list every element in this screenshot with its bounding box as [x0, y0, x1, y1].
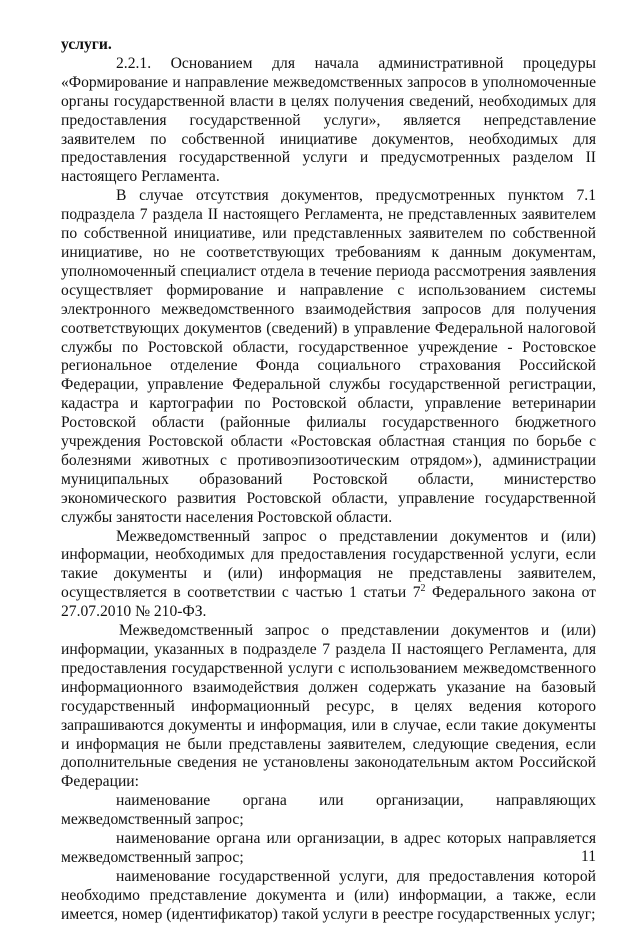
list-item: наименование органа или организации, направляющих межведомственный запрос; [61, 792, 596, 829]
article-superscript: 2 [420, 583, 426, 595]
paragraph-absence-of-documents: В случае отсутствия документов, предусмотренных пунктом 7.1 подраздела 7 раздела II настоящего Регламента, не представленных заявителем по собственной инициативе, или представленных заявителем по собственной инициативе, но не соответствующих требованиям к данным документам, уполномоченный специалист отдела в течение периода рассмотрения заявления осуществляет формирование и направление с использованием системы электронного межведомственного взаимодействия запросов для получения соответствующих документов (сведений) в управление Федеральной налоговой службы по Ростовской области, государственное учреждение - Ростовское региональное отделение Фонда социального страхования Российской Федерации, управление Федеральной службы государственной регистрации, кадастра и картографии по Ростовской области, управление ветеринарии Ростовской области (районные филиалы государственного бюджетного учреждения Ростовской области «Ростовская областная станция по борьбе с болезнями животных с противоэпизоотическим отрядом»), администрации муниципальных образований Ростовской области, министерство экономического развития Ростовской области, управление государственной службы занятости населения Ростовской области. [61, 187, 596, 526]
paragraph-3-tail: Федерального закона от 27.07.2010 № 210-ФЗ. [61, 584, 597, 621]
paragraph-interagency-request-basis [61, 528, 596, 623]
paragraph-interagency-request-content: Межведомственный запрос о представлении документов и (или) информации, указанных в подразделе 7 раздела II настоящего Регламента, для предоставления государственной услуги с использованием межведомственного информационного взаимодействия должен содержать указание на базовый государственный информационный ресурс, в целях ведения которого запрашиваются документы и информация, или в случае, если такие документы и информация не были представлены заявителем, следующие сведения, если дополнительные сведения не установлены законодательным актом Российской Федерации: [61, 622, 596, 791]
paragraph-3-text: Межведомственный запрос о представлении документов и (или) информации, необходимых для предоставления государственной услуги, если такие документы и (или) информация не представлены заявителем, осуществляется в соответствии с частью 1 статьи 7 [61, 527, 596, 602]
document-page [61, 36, 596, 925]
page-number: 11 [580, 848, 596, 865]
list-item: наименование органа или организации, в адрес которых направляется межведомственный запрос; [61, 830, 596, 866]
paragraph-2-2-1: 2.2.1. Основанием для начала административной процедуры «Формирование и направление межведомственных запросов в уполномоченные органы государственной власти в целях получения сведений, необходимых для предоставления государственной услуги», является непредставление заявителем по собственной инициативе документов, необходимых для предоставления государственной услуги и предусмотренных разделом II настоящего Регламента. [61, 54, 596, 186]
list-item: наименование государственной услуги, для предоставления которой необходимо представление документа и (или) информации, а также, если имеется, номер (идентификатор) такой услуги в реестре государственных услуг; [61, 867, 596, 923]
section-heading-tail: услуги. [61, 36, 112, 53]
